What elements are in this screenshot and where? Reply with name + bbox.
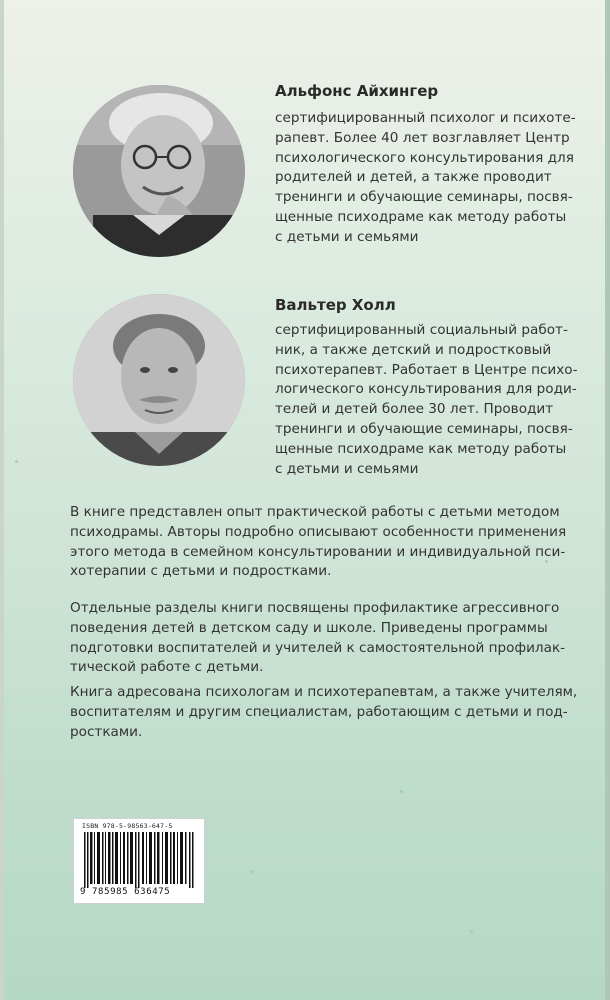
author-name: Вальтер Холл bbox=[275, 296, 396, 314]
author-photo-aichinger bbox=[73, 85, 245, 257]
barcode-bars bbox=[84, 832, 196, 888]
texture-speck bbox=[15, 460, 18, 463]
texture-speck bbox=[400, 790, 403, 793]
description-paragraph: Книга адресована психологам и психотерапевтам, а также учителям, воспитателям и другим специалистам, работающим с детьми и под- ростками. bbox=[70, 684, 578, 740]
author-name: Альфонс Айхингер bbox=[275, 82, 439, 100]
author-bio: сертифицированный социальный работ- ник, а также детский и подростковый психотерапевт. Работает в Центре психо- логического консультирования для роди- телей и детей более 30 лет. Проводит тренинги и обучающие семинары, посвя- щенные психодраме как методу работы с детьми и семьями bbox=[275, 322, 578, 477]
isbn-barcode bbox=[73, 818, 205, 904]
description-paragraph: В книге представлен опыт практической работы с детьми методом психодрамы. Авторы подробно описывают особенности применения этого метода в семейном консультировании и индивидуальной пси- хотерапии с детьми и подростками. bbox=[70, 504, 567, 580]
description-paragraph: Отдельные разделы книги посвящены профилактике агрессивного поведения детей в детском саду и школе. Приведены программы подготовки воспитателей и учителей к самостоятельной профилак- тической работе с детьми. bbox=[70, 600, 566, 676]
isbn-digits: 9 785985 636475 bbox=[80, 887, 171, 897]
cover-left-edge bbox=[0, 0, 4, 1000]
author-photo-holl bbox=[73, 294, 245, 466]
isbn-label: ISBN 978-5-98563-647-5 bbox=[82, 822, 173, 830]
author-bio: сертифицированный психолог и психоте- рапевт. Более 40 лет возглавляет Центр психологического консультирования для родителей и детей, а также проводит тренинги и обучающие семинары, посвя- щенные психодраме как методу работы с детьми и семьями bbox=[275, 110, 576, 245]
texture-speck bbox=[250, 870, 253, 873]
texture-speck bbox=[470, 930, 473, 933]
cover-right-edge bbox=[605, 0, 610, 1000]
